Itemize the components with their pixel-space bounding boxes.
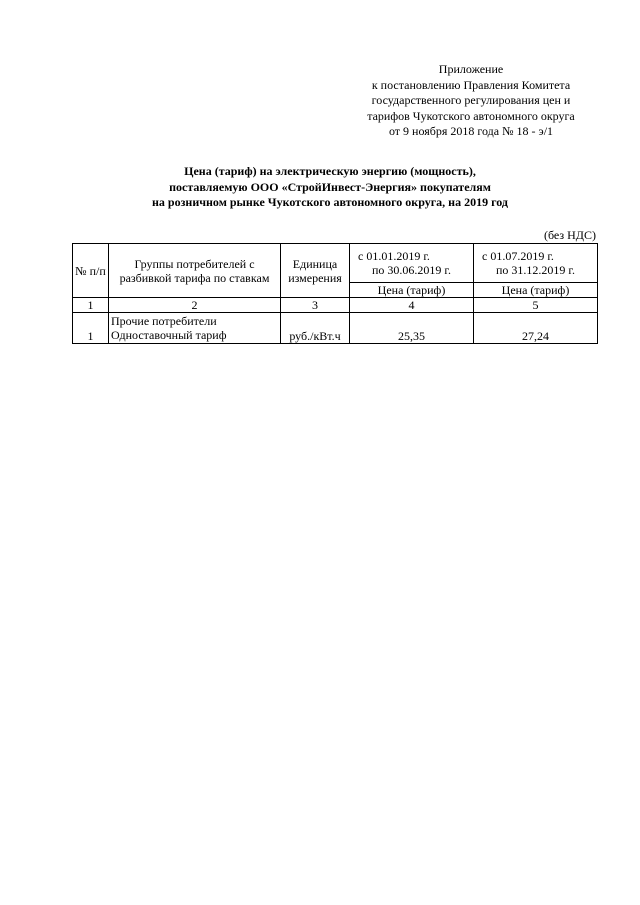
header-group [109,244,281,298]
table-row [73,313,598,344]
column-number: 5 [474,298,598,313]
period-line: с 01.07.2019 г. [482,249,554,263]
column-number: 1 [73,298,109,313]
header-unit-line: Единица [292,256,338,271]
tariff-table [72,243,598,344]
header-period-2 [474,244,598,283]
row-price-2: 27,24 [474,313,598,344]
period-line: с 01.01.2019 г. [358,249,430,263]
column-number-row [73,298,598,313]
appendix-block [300,62,640,140]
period-line: по 30.06.2019 г. [372,263,451,277]
header-unit [281,244,350,298]
header-group-line: Группы потребителей с [134,256,255,271]
header-price-2: Цена (тариф) [474,283,598,298]
document-title [60,164,600,211]
row-group-line: Одноставочный тариф [111,328,227,342]
row-group-line: Прочие потребители [111,314,217,328]
appendix-line: от 9 ноября 2018 года № 18 - э/1 [388,124,554,139]
appendix-line: тарифов Чукотского автономного округа [367,108,575,123]
header-period-1 [350,244,474,283]
title-line: Цена (тариф) на электрическую энергию (мощность), [184,164,476,178]
header-unit-line: измерения [288,270,342,285]
appendix-line: государственного регулирования цен и [371,93,571,108]
row-group [109,313,281,344]
column-number: 3 [281,298,350,313]
period-line: по 31.12.2019 г. [496,263,575,277]
title-line: поставляемую ООО «СтройИнвест-Энергия» покупателям [169,179,491,194]
header-price-1: Цена (тариф) [350,283,474,298]
header-row [73,244,598,283]
appendix-line: к постановлению Правления Комитета [371,77,571,92]
vat-note: (без НДС) [543,228,596,242]
column-number: 2 [109,298,281,313]
column-number: 4 [350,298,474,313]
header-group-line: разбивкой тарифа по ставкам [119,270,270,285]
row-num: 1 [73,313,109,344]
row-unit: руб./кВт.ч [281,313,350,344]
title-line: на розничном рынке Чукотского автономного округа, на 2019 год [152,195,508,210]
header-num: № п/п [73,244,109,298]
row-price-1: 25,35 [350,313,474,344]
appendix-line: Приложение [438,62,504,76]
